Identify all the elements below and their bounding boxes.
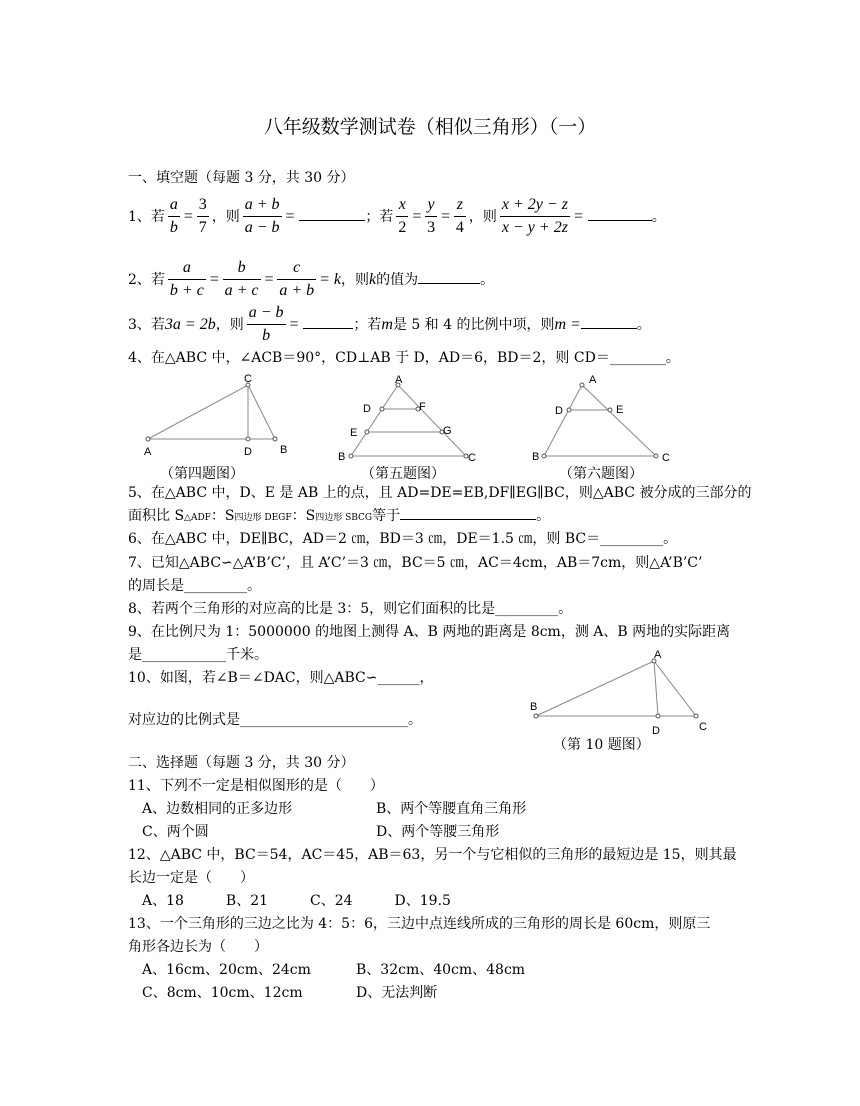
fraction-c-over-ab: $\frac{c}{a + b}$ — [279, 259, 315, 300]
label-A: A — [589, 374, 597, 386]
label-E: E — [350, 427, 358, 439]
question-9-line-1: 9、在比例尺为 1：5000000 的地图上测得 A、B 两地的距离是 8cm，测 A、B 两地的实际距离 — [128, 624, 731, 640]
q12-options: A、18 B、21 C、24 D、19.5 — [142, 893, 451, 909]
fraction-z-over-4: $\frac{z}{4}$ — [455, 196, 464, 237]
figure-10-caption: （第 10 题图） — [553, 737, 650, 753]
label-E: E — [616, 404, 624, 416]
label-C: C — [699, 721, 707, 733]
q11-option-d: D、两个等腰三角形 — [376, 824, 500, 840]
answer-blank — [299, 219, 365, 221]
question-13-line-1: 13、一个三角形的三边之比为 4：5：6，三边中点连线所成的三角形的周长是 60cm，则原三 — [128, 916, 711, 932]
label-B: B — [530, 701, 538, 713]
figure-10 — [526, 644, 716, 736]
q11-option-c: C、两个圆 — [142, 824, 209, 840]
fraction-a-over-b: $\frac{a}{b}$ — [169, 196, 178, 237]
label-B: B — [338, 451, 346, 463]
question-3: 3、若3a = 2b，则 $\frac{a - b}{b}$ = ；若m是 5 和 4 的比例中项，则m = 。 — [128, 304, 651, 345]
q13-option-b: B、32cm、40cm、48cm — [356, 962, 526, 978]
question-2: 2、若 $\frac{a}{b + c}$ = $\frac{b}{a + c}$ = $\frac{c}{a + b}$ = k，则k的值为 。 — [128, 259, 495, 300]
fraction-b-over-ac: $\frac{b}{a + c}$ — [224, 259, 259, 300]
label-D: D — [555, 405, 563, 417]
q13-option-a: A、16cm、20cm、24cm — [142, 962, 311, 978]
label-A: A — [654, 649, 662, 661]
question-9-line-2: 是____________千米。 — [128, 647, 268, 663]
question-10-line-1: 10、如图，若∠B＝∠DAC，则△ABC∽______， — [128, 670, 434, 686]
label-C: C — [662, 452, 670, 464]
q11-option-a: A、边数相同的正多边形 — [142, 801, 293, 817]
question-7-line-1: 7、已知△ABC∽△A’B’C’，且 A’C’＝3 ㎝，BC＝5 ㎝，AC＝4cm，AB＝7cm，则△A’B’C’ — [128, 555, 703, 571]
figure-4-caption: （第四题图） — [160, 466, 244, 482]
answer-blank — [418, 282, 480, 284]
answer-blank — [400, 518, 536, 520]
q11-option-b: B、两个等腰直角三角形 — [376, 801, 527, 817]
q13-option-c: C、8cm、10cm、12cm — [142, 985, 303, 1001]
figure-5 — [336, 372, 486, 464]
label-B: B — [280, 444, 288, 456]
question-12-line-2: 长边一定是（ ） — [128, 870, 254, 886]
label-F: F — [419, 401, 426, 413]
answer-blank — [581, 327, 637, 329]
section-choice-heading: 二、选择题（每题 3 分，共 30 分） — [128, 755, 355, 771]
fraction-y-over-3: $\frac{y}{3}$ — [427, 196, 436, 237]
fraction-x-over-2: $\frac{x}{2}$ — [398, 196, 407, 237]
question-12-line-1: 12、△ABC 中，BC＝54，AC＝45，AB＝63，另一个与它相似的三角形的最短边是 15，则其最 — [128, 847, 737, 863]
question-5-line-2: 面积比 S△ADF：S四边形 DEGF：S四边形 SBCG等于 。 — [128, 508, 551, 524]
page-title: 八年级数学测试卷（相似三角形）（一） — [263, 116, 597, 138]
question-7-line-2: 的周长是_________。 — [128, 578, 261, 594]
answer-blank — [303, 327, 353, 329]
label-G: G — [443, 425, 452, 437]
section-fill-in-heading: 一、填空题（每题 3 分，共 30 分） — [128, 170, 355, 186]
fraction-xyz: $\frac{x + 2y - z}{x - y + 2z}$ — [501, 196, 568, 237]
figure-4 — [138, 371, 298, 463]
question-6: 6、在△ABC 中，DE∥BC，AD＝2 ㎝，BD＝3 ㎝，DE＝1.5 ㎝，则 BC＝_________。 — [128, 531, 678, 547]
question-10-line-2: 对应边的比例式是________________________。 — [128, 712, 422, 728]
question-1: 1、若 $\frac{a}{b}$ = $\frac{3}{7}$ ，则 $\frac{a + b}{a - b}$ = ；若 $\frac{x}{2}$ = $\frac{y}{3}$ = $\frac{z}{4}$ ，则 $\frac{x + 2y - z}{x - y + 2z}$ = 。 — [128, 196, 666, 237]
question-13-line-2: 角形各边长为（ ） — [128, 939, 268, 955]
label-D: D — [363, 403, 371, 415]
fraction-a-over-bc: $\frac{a}{b + c}$ — [169, 259, 204, 300]
question-8: 8、若两个三角形的对应高的比是 3：5，则它们面积的比是_________。 — [128, 601, 573, 617]
fraction-ab-over-b: $\frac{a - b}{b}$ — [248, 304, 284, 345]
label-D: D — [244, 446, 252, 458]
question-11: 11、下列不一定是相似图形的是（ ） — [128, 778, 384, 794]
question-4: 4、在△ABC 中，∠ACB＝90°，CD⊥AB 于 D，AD＝6，BD＝2，则 CD＝________。 — [128, 350, 680, 366]
q13-option-d: D、无法判断 — [356, 985, 438, 1001]
figure-5-caption: （第五题图） — [361, 466, 445, 482]
answer-blank — [588, 219, 652, 221]
figure-6 — [530, 372, 680, 464]
label-A: A — [395, 374, 403, 386]
q1-prefix: 1、若 — [128, 208, 165, 225]
figure-6-caption: （第六题图） — [559, 466, 643, 482]
fraction-sum-over-diff: $\frac{a + b}{a - b}$ — [244, 196, 280, 237]
label-A: A — [144, 446, 152, 458]
fraction-3-over-7: $\frac{3}{7}$ — [198, 196, 207, 237]
label-C: C — [244, 373, 252, 385]
label-D: D — [652, 725, 660, 736]
question-5-line-1: 5、在△ABC 中，D、E 是 AB 上的点，且 AD=DE=EB,DF∥EG∥BC，则△ABC 被分成的三部分的 — [128, 485, 752, 501]
label-C: C — [468, 452, 476, 464]
label-B: B — [532, 451, 540, 463]
